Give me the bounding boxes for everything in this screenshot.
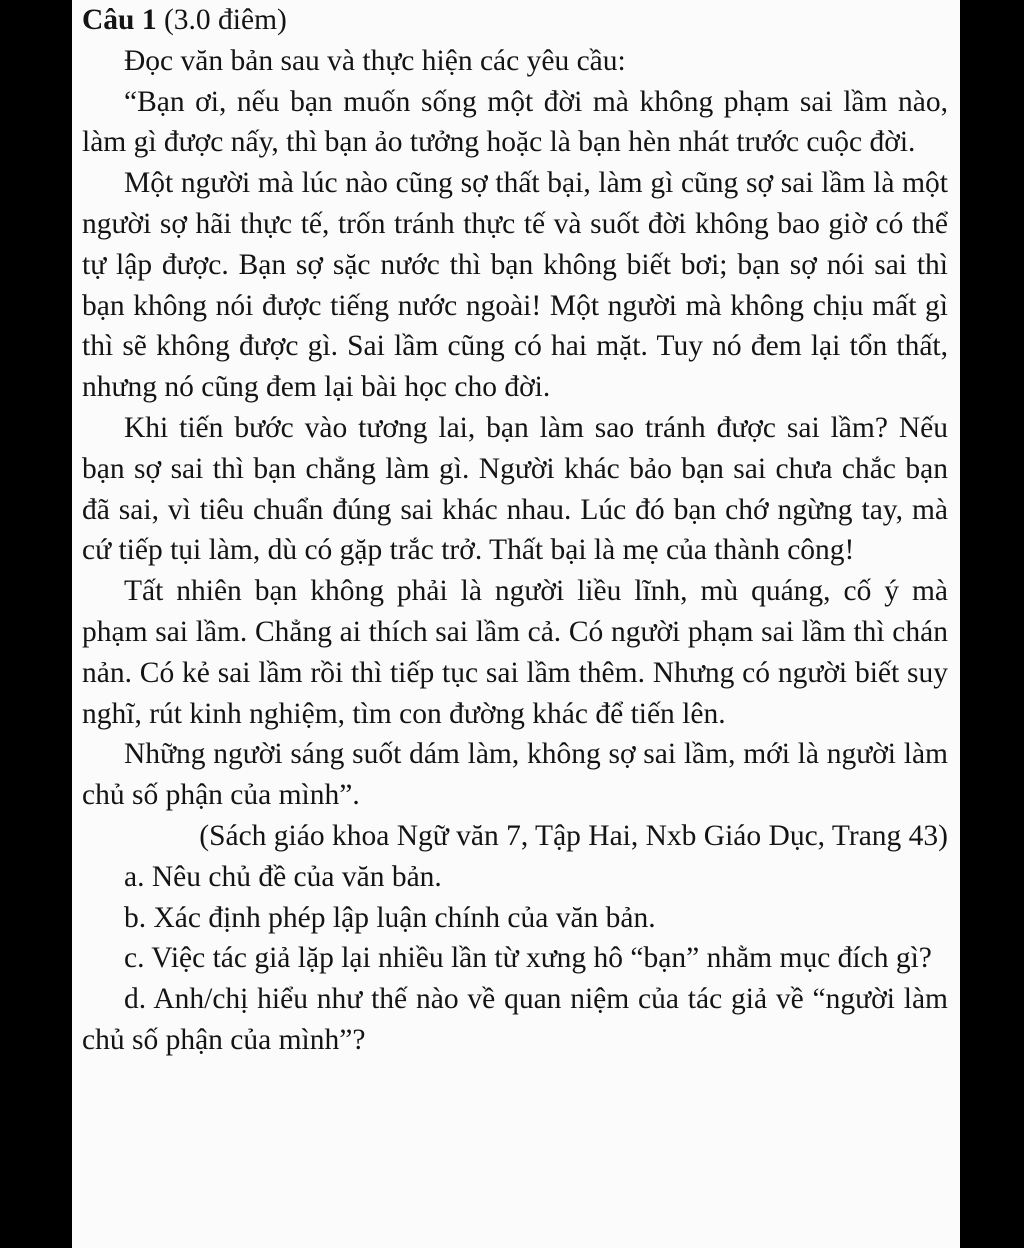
passage-paragraph-4: Tất nhiên bạn không phải là người liều lĩnh, mù quáng, cố ý mà phạm sai lầm. Chẳng ai thích sai lầm cả. Có người phạm sai lầm thì chán nản. Có kẻ sai lầm rồi thì tiếp tục sai lầm thêm. Nhưng có người biết suy nghĩ, rút kinh nghiệm, tìm con đường khác để tiến lên. — [82, 575, 948, 730]
question-number: Câu 1 — [82, 4, 157, 36]
source-citation: (Sách giáo khoa Ngữ văn 7, Tập Hai, Nxb Giáo Dục, Trang 43) — [199, 819, 948, 852]
question-d: d. Anh/chị hiểu như thế nào về quan niệm của tác giả về “người làm chủ số phận của mình”? — [82, 983, 948, 1056]
passage-paragraph-5: Những người sáng suốt dám làm, không sợ sai lầm, mới là người làm chủ số phận của mình”. — [82, 738, 948, 812]
question-c: c. Việc tác giả lặp lại nhiều lần từ xưng hô “bạn” nhằm mục đích gì? — [124, 942, 932, 975]
passage-paragraph-2: Một người mà lúc nào cũng sợ thất bại, làm gì cũng sợ sai lầm là một người sợ hãi thực tế, trốn tránh thực tế và suốt đời không bao giờ có thể tự lập được. Bạn sợ sặc nước thì bạn không biết bơi; bạn sợ nói sai thì bạn không nói được tiếng nước ngoài! Một người mà không chịu mất gì thì sẽ không được gì. Sai lầm cũng có hai mặt. Tuy nó đem lại tổn thất, nhưng nó cũng đem lại bài học cho đời. — [82, 167, 948, 404]
question-a: a. Nêu chủ đề của văn bản. — [124, 860, 442, 893]
question-b: b. Xác định phép lập luận chính của văn bản. — [124, 901, 656, 934]
question-heading — [82, 0, 948, 41]
passage-paragraph-3: Khi tiến bước vào tương lai, bạn làm sao tránh được sai lầm? Nếu bạn sợ sai thì bạn chẳng làm gì. Người khác bảo bạn sai chưa chắc bạn đã sai, vì tiêu chuẩn đúng sai khác nhau. Lúc đó bạn chớ ngừng tay, mà cứ tiếp tụi làm, dù có gặp trắc trở. Thất bại là mẹ của thành công! — [82, 411, 948, 567]
instruction: Đọc văn bản sau và thực hiện các yêu cầu: — [124, 44, 626, 77]
question-points: (3.0 điêm) — [156, 4, 287, 36]
document-page — [72, 0, 960, 1248]
passage-paragraph-1: “Bạn ơi, nếu bạn muốn sống một đời mà không phạm sai lầm nào, làm gì được nấy, thì bạn ảo tưởng hoặc là bạn hèn nhát trước cuộc đời. — [82, 85, 948, 159]
